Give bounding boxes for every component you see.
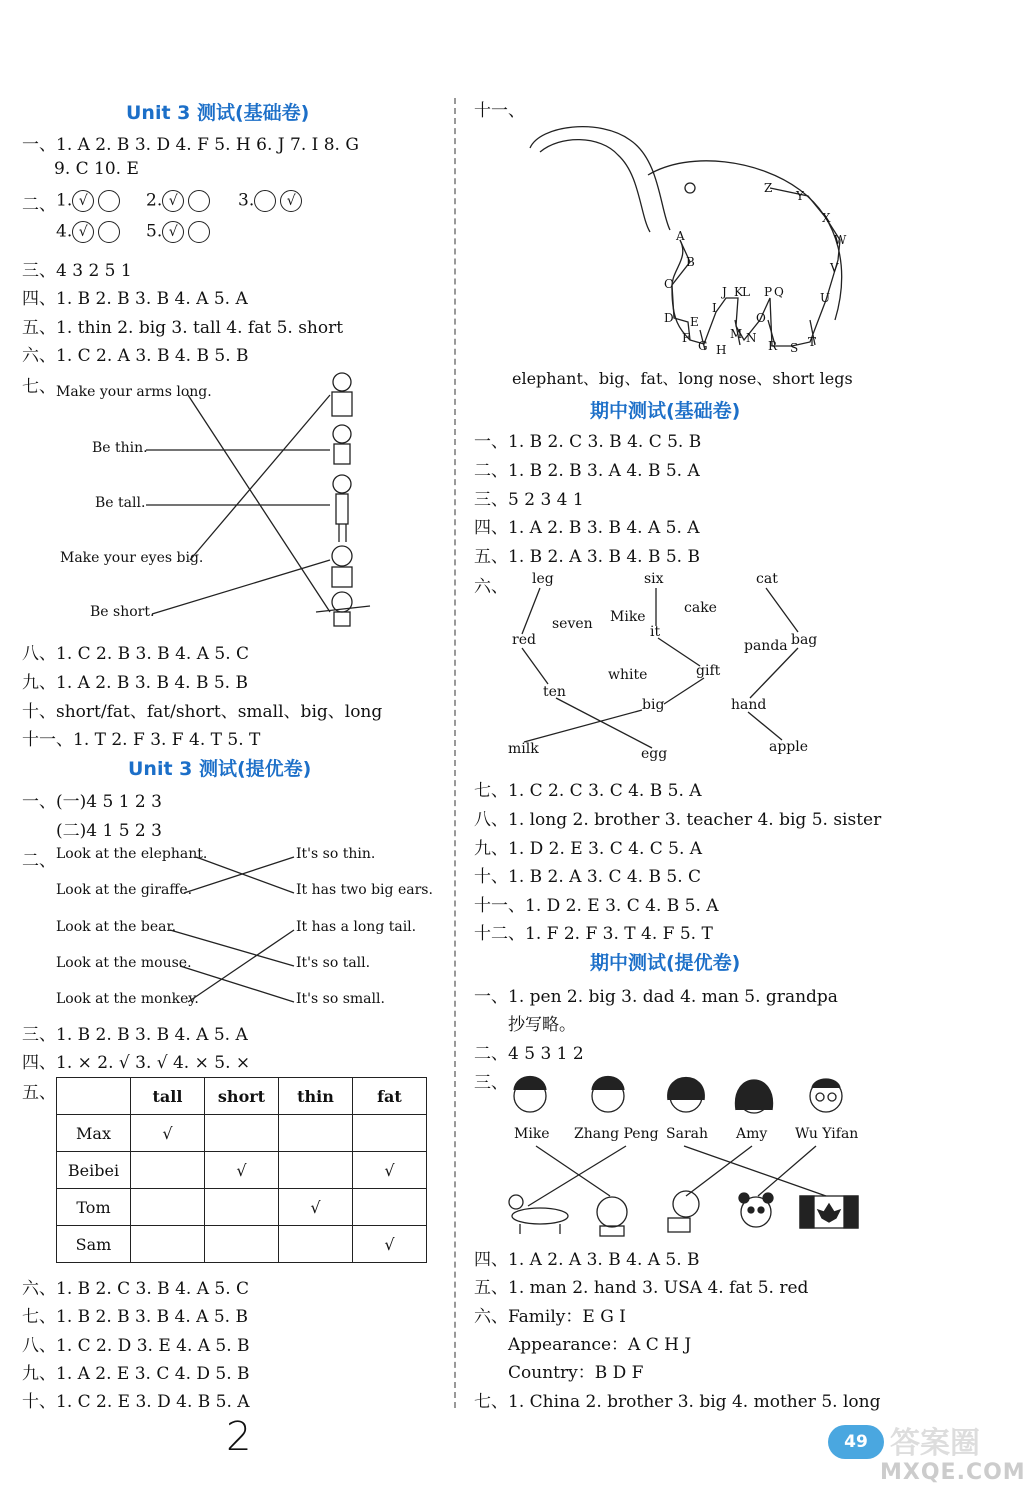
answer-label: 六、 xyxy=(474,577,508,597)
table-cell: √ xyxy=(205,1152,279,1189)
word-node: big xyxy=(642,697,665,713)
word-node: Mike xyxy=(610,609,646,625)
dot-letter: F xyxy=(682,331,691,345)
answer-line: 四、1. A 2. A 3. B 4. A 5. B xyxy=(474,1250,700,1270)
dot-letter: E xyxy=(690,315,699,329)
answer-label: 十一、 xyxy=(474,101,525,121)
answer-line: 五、1. B 2. A 3. B 4. B 5. B xyxy=(474,547,700,567)
word-line xyxy=(766,588,798,632)
answer-line: 五、1. thin 2. big 3. tall 4. fat 5. short xyxy=(22,318,344,338)
match-right: It's so thin. xyxy=(296,846,376,862)
dot-letter: T xyxy=(808,335,817,349)
answer-line: 七、1. B 2. B 3. B 4. A 5. B xyxy=(22,1307,248,1327)
child-figure-2 xyxy=(333,425,351,464)
dot-letter: Z xyxy=(764,181,773,195)
watermark: MXQE.COM xyxy=(880,1460,1026,1485)
table-cell: √ xyxy=(353,1152,427,1189)
match-line xyxy=(686,1146,752,1196)
answer-line: 一、1. A 2. B 3. D 4. F 5. H 6. J 7. I 8. G xyxy=(22,135,359,155)
answer-line: 三、1. B 2. B 3. B 4. A 5. A xyxy=(22,1025,248,1045)
dot-letter: I xyxy=(712,301,717,315)
dot-letter: S xyxy=(790,341,799,355)
answer-line: 六、1. B 2. C 3. B 4. A 5. C xyxy=(22,1279,250,1299)
word-line xyxy=(524,710,642,742)
dog-icon xyxy=(509,1195,568,1234)
match-left: Look at the bear. xyxy=(56,919,177,935)
answer-line: 四、1. B 2. B 3. B 4. A 5. A xyxy=(22,289,248,309)
checked-circle: √ xyxy=(162,190,184,212)
word-node: six xyxy=(644,571,664,587)
answer-line: 一、1. pen 2. big 3. dad 4. man 5. grandpa xyxy=(474,987,838,1007)
dot-letter: V xyxy=(830,261,839,275)
answer-line: 十、short/fat、fat/short、small、big、long xyxy=(22,702,383,722)
match-left: Look at the giraffe. xyxy=(56,882,193,898)
dot-letter: C xyxy=(664,277,674,291)
match-left: Look at the monkey. xyxy=(56,991,199,1007)
face-zhang-peng xyxy=(592,1077,624,1113)
word-node: apple xyxy=(769,739,809,755)
dot-letter: O xyxy=(756,311,766,325)
word-node: ten xyxy=(543,684,566,700)
answer-label: 七、 xyxy=(22,377,56,397)
table-cell: Sam xyxy=(57,1226,131,1263)
table-header: tall xyxy=(131,1078,205,1115)
answer-label: 三、 xyxy=(474,1073,508,1093)
person-name: Mike xyxy=(514,1126,550,1142)
dot-letter: L xyxy=(742,285,750,299)
dot-letter: G xyxy=(698,339,708,353)
table-header: thin xyxy=(279,1078,353,1115)
match-phrase: Make your eyes big. xyxy=(60,550,204,566)
match-phrase: Be tall. xyxy=(95,495,146,511)
child-figure-1 xyxy=(332,373,352,416)
person-name: Zhang Peng xyxy=(574,1126,659,1142)
match-right: It's so small. xyxy=(296,991,385,1007)
face-sarah xyxy=(668,1078,705,1113)
dot-letter: J xyxy=(722,285,727,299)
dot-letter: H xyxy=(716,343,727,357)
elephant-drawing xyxy=(530,127,842,350)
table-cell: Tom xyxy=(57,1189,131,1226)
match-left: Look at the mouse. xyxy=(56,955,192,971)
circle-answer-1: 1. √ xyxy=(56,190,124,212)
answer-line: Appearance：A C H J xyxy=(508,1335,692,1355)
answer-line: 七、1. C 2. C 3. C 4. B 5. A xyxy=(474,781,702,801)
match-left: Look at the elephant. xyxy=(56,846,208,862)
person-name: Wu Yifan xyxy=(795,1126,859,1142)
dot-letter: X xyxy=(822,211,831,225)
page-number: 49 xyxy=(828,1425,884,1459)
child-figure-3 xyxy=(333,475,351,542)
handwritten-mark: 2 xyxy=(226,1414,252,1460)
dot-letter: Q xyxy=(774,285,784,299)
answer-line: 二、1. B 2. B 3. A 4. B 5. A xyxy=(474,461,700,481)
word-node: gift xyxy=(696,663,721,679)
dot-letter: K xyxy=(734,285,743,299)
answer-line: 八、1. long 2. brother 3. teacher 4. big 5. sister xyxy=(474,810,882,830)
table-cell: Beibei xyxy=(57,1152,131,1189)
dot-letter: B xyxy=(686,255,695,269)
answer-line: 五、1. man 2. hand 3. USA 4. fat 5. red xyxy=(474,1278,809,1298)
answer-line: 九、1. A 2. E 3. C 4. D 5. B xyxy=(22,1364,250,1384)
dot-letter: R xyxy=(768,339,778,353)
section-title-midterm-basic: 期中测试(基础卷) xyxy=(590,400,741,422)
person-name: Amy xyxy=(736,1126,768,1142)
watermark-logo: 答案圈 xyxy=(890,1426,980,1461)
word-line xyxy=(522,588,540,634)
circle-answer-4: 4. √ xyxy=(56,221,124,243)
dot-letter: D xyxy=(664,311,674,325)
checked-circle: √ xyxy=(162,221,184,243)
match-right: It has a long tail. xyxy=(296,919,417,935)
word-line xyxy=(658,638,700,666)
circle-answer-3: 3. √ xyxy=(238,190,306,212)
answer-label: 二、 xyxy=(22,195,56,215)
elephant-caption: elephant、big、fat、long nose、short legs xyxy=(512,369,853,388)
answer-line: 十、1. C 2. E 3. D 4. B 5. A xyxy=(22,1392,250,1412)
word-node: egg xyxy=(641,746,668,762)
answer-line: 八、1. C 2. B 3. B 4. A 5. C xyxy=(22,644,250,664)
dot-letter: U xyxy=(820,291,831,305)
grandpa-icon xyxy=(597,1197,627,1236)
dot-letter: Y xyxy=(796,189,804,203)
answer-line: 八、1. C 2. D 3. E 4. A 5. B xyxy=(22,1336,250,1356)
answer-line: Country：B D F xyxy=(508,1363,644,1383)
match-line xyxy=(758,1146,816,1196)
match-line xyxy=(170,930,294,966)
dot-letter: M xyxy=(730,327,743,341)
match-phrase: Be short. xyxy=(90,604,155,620)
section-title-unit3-basic: Unit 3 测试(基础卷) xyxy=(126,102,310,124)
girl-reading-icon xyxy=(668,1191,699,1232)
match-right: It has two big ears. xyxy=(296,882,433,898)
circle-answer-5: 5. √ xyxy=(146,221,214,243)
answer-line: 一、1. B 2. C 3. B 4. C 5. B xyxy=(474,432,702,452)
table-cell: √ xyxy=(279,1189,353,1226)
word-node: seven xyxy=(552,616,593,632)
match-phrase: Make your arms long. xyxy=(56,384,212,400)
circle-answer-2: 2. √ xyxy=(146,190,214,212)
word-node: cat xyxy=(756,571,778,587)
answer-line: 三、4 3 2 5 1 xyxy=(22,261,132,281)
answer-line: 九、1. A 2. B 3. B 4. B 5. B xyxy=(22,673,248,693)
match-line xyxy=(188,395,330,612)
match-right: It's so tall. xyxy=(296,955,371,971)
answer-line: 十一、1. T 2. F 3. F 4. T 5. T xyxy=(22,730,261,750)
match-line xyxy=(684,1146,826,1196)
answer-line: 十一、1. D 2. E 3. C 4. B 5. A xyxy=(474,896,719,916)
match-line xyxy=(188,930,294,1002)
face-wu-yifan xyxy=(810,1079,842,1112)
answer-line: 七、1. China 2. brother 3. big 4. mother 5. long xyxy=(474,1392,881,1412)
match-line xyxy=(152,560,330,614)
word-node: bag xyxy=(791,632,818,648)
section-title-midterm-advanced: 期中测试(提优卷) xyxy=(590,952,741,974)
word-line xyxy=(522,648,548,684)
word-node: milk xyxy=(508,741,539,757)
answer-line: 九、1. D 2. E 3. C 4. C 5. A xyxy=(474,839,703,859)
table-cell: Max xyxy=(57,1115,131,1152)
match-line xyxy=(536,1146,610,1196)
answer-line: 六、Family：E G I xyxy=(474,1307,626,1327)
face-amy xyxy=(735,1080,772,1113)
answer-line: 抄写略。 xyxy=(508,1015,576,1035)
word-node: hand xyxy=(731,697,767,713)
word-node: red xyxy=(512,632,536,648)
word-node: cake xyxy=(684,600,717,616)
word-line xyxy=(556,698,652,748)
person-name: Sarah xyxy=(666,1126,708,1142)
word-line xyxy=(748,712,782,740)
answer-line: 十、1. B 2. A 3. C 4. B 5. C xyxy=(474,867,702,887)
table-cell: √ xyxy=(353,1226,427,1263)
word-line xyxy=(664,678,704,704)
word-node: leg xyxy=(532,571,554,587)
dot-letter: N xyxy=(746,331,757,345)
dot-letters xyxy=(664,181,847,357)
answer-line: 六、1. C 2. A 3. B 4. B 5. B xyxy=(22,346,249,366)
face-mike xyxy=(514,1077,546,1113)
answer-line: 三、5 2 3 4 1 xyxy=(474,490,584,510)
answer-label: 五、 xyxy=(22,1083,56,1103)
table-header: short xyxy=(205,1078,279,1115)
checked-circle: √ xyxy=(72,221,94,243)
table-header: fat xyxy=(353,1078,427,1115)
answer-line: 二、4 5 3 1 2 xyxy=(474,1044,584,1064)
word-node: white xyxy=(608,667,648,683)
dot-letter: W xyxy=(834,233,847,247)
answer-line: 四、1. × 2. √ 3. √ 4. × 5. × xyxy=(22,1053,251,1073)
panda-icon xyxy=(739,1193,773,1227)
word-node: it xyxy=(650,624,661,640)
answer-label: 二、 xyxy=(22,851,56,871)
dot-letter: A xyxy=(676,229,685,243)
dot-letter: P xyxy=(764,285,773,299)
word-line xyxy=(750,648,798,698)
table-cell: √ xyxy=(131,1115,205,1152)
section-title-unit3-advanced: Unit 3 测试(提优卷) xyxy=(128,758,312,780)
answer-line: (二)4 1 5 2 3 xyxy=(56,821,162,841)
answer-line: 四、1. A 2. B 3. B 4. A 5. A xyxy=(474,518,700,538)
answer-line: 一、(一)4 5 1 2 3 xyxy=(22,792,162,812)
match-line xyxy=(190,395,330,560)
checked-circle: √ xyxy=(280,190,302,212)
child-figure-5 xyxy=(316,592,370,626)
canada-flag-icon xyxy=(800,1196,858,1228)
match-phrase: Be thin. xyxy=(92,440,148,456)
answer-line: 十二、1. F 2. F 3. T 4. F 5. T xyxy=(474,924,713,944)
child-figure-4 xyxy=(332,546,352,587)
word-node: panda xyxy=(744,638,788,654)
checked-circle: √ xyxy=(72,190,94,212)
answer-line: 9. C 10. E xyxy=(54,159,139,179)
